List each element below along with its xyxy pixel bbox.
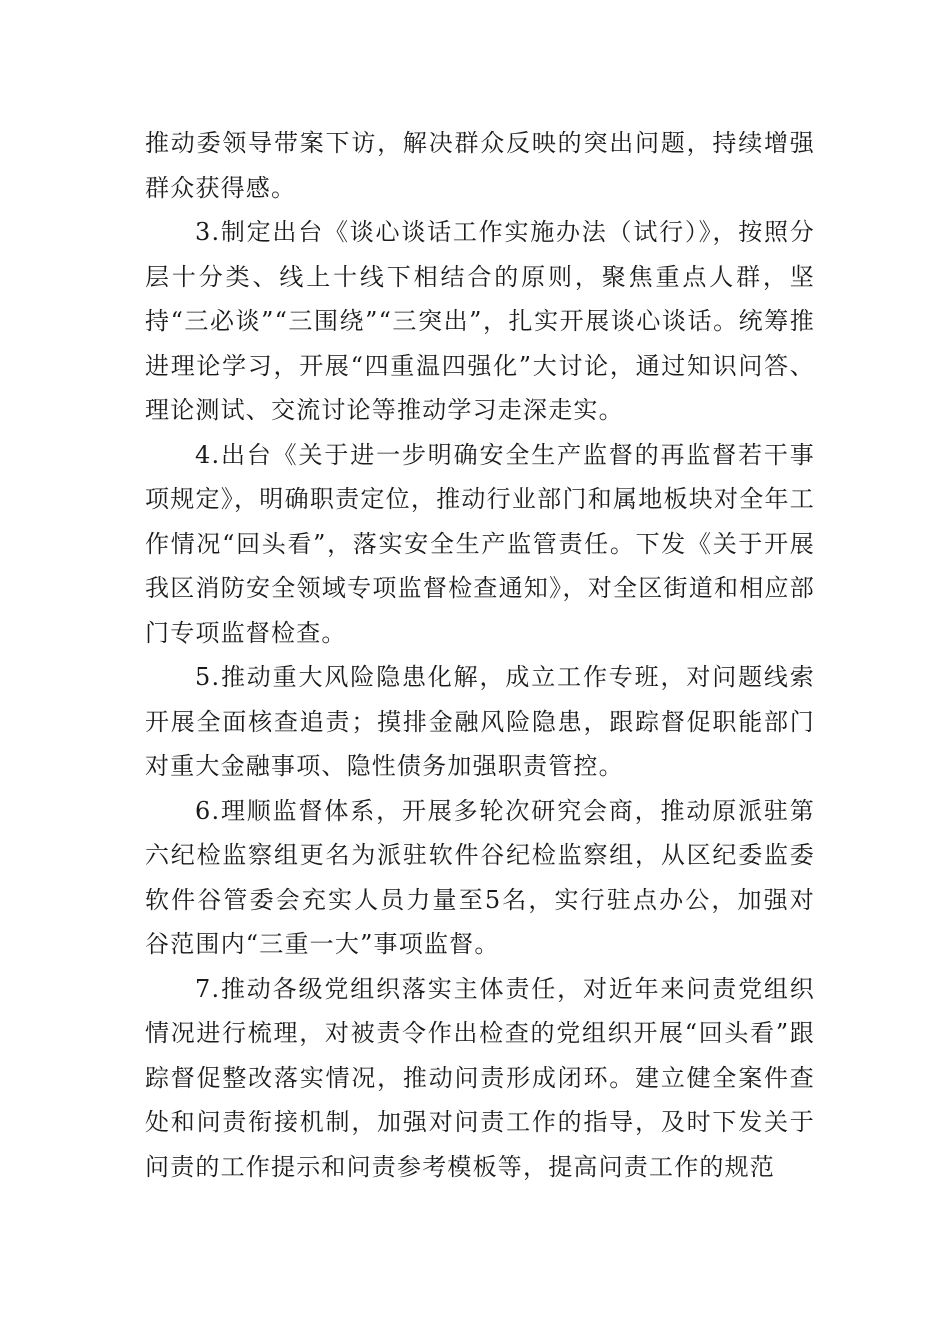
paragraph-item-3: 3.制定出台《谈心谈话工作实施办法（试行）》，按照分层十分类、线上十线下相结合的原则，聚焦重点人群，坚持“三必谈”“三围绕”“三突出”，扎实开展谈心谈话。统筹推进理论学习，开展“四重温四强化”大讨论，通过知识问答、理论测试、交流讨论等推动学习走深走实。 bbox=[145, 218, 815, 424]
document-body bbox=[145, 121, 815, 1189]
paragraph-continuation: 推动委领导带案下访，解决群众反映的突出问题，持续增强群众获得感。 bbox=[145, 129, 815, 202]
paragraph-item-6: 6.理顺监督体系，开展多轮次研究会商，推动原派驻第六纪检监察组更名为派驻软件谷纪检监察组，从区纪委监委软件谷管委会充实人员力量至5名，实行驻点办公，加强对谷范围内“三重一大”事项监督。 bbox=[145, 796, 815, 958]
paragraph-item-7: 7.推动各级党组织落实主体责任，对近年来问责党组织情况进行梳理，对被责令作出检查的党组织开展“回头看”跟踪督促整改落实情况，推动问责形成闭环。建立健全案件查处和问责衔接机制，加强对问责工作的指导，及时下发关于问责的工作提示和问责参考模板等，提高问责工作的规范 bbox=[145, 974, 815, 1181]
paragraph-item-4: 4.出台《关于进一步明确安全生产监督的再监督若干事项规定》，明确职责定位，推动行业部门和属地板块对全年工作情况“回头看”，落实安全生产监管责任。下发《关于开展我区消防安全领域专项监督检查通知》，对全区街道和相应部门专项监督检查。 bbox=[145, 440, 815, 647]
paragraph-item-5: 5.推动重大风险隐患化解，成立工作专班，对问题线索开展全面核查追责；摸排金融风险隐患，跟踪督促职能部门对重大金融事项、隐性债务加强职责管控。 bbox=[145, 663, 815, 780]
